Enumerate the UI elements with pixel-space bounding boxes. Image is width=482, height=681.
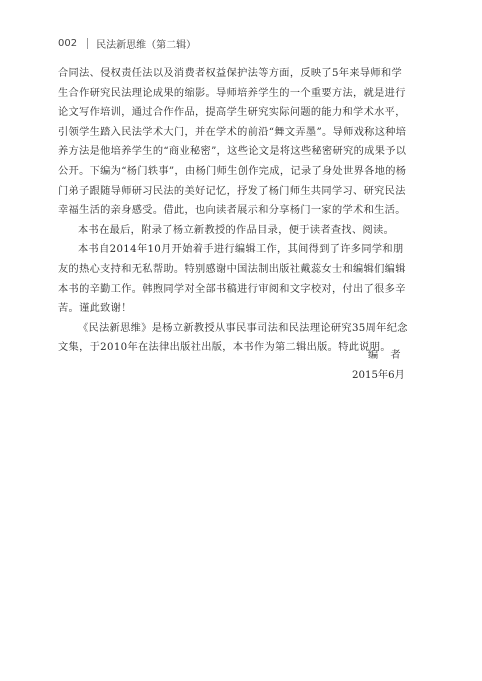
paragraph-line: 养方法是他培养学生的“商业秘密”，这些论文是将这些秘密研究的成果予以 bbox=[58, 146, 407, 158]
paragraph-line: 公开。下编为“杨门轶事”，由杨门师生创作完成，记录了身处世界各地的杨 bbox=[58, 165, 407, 177]
paragraph-line: 论文写作培训，通过合作作品，提高学生研究实际问题的能力和学术水平， bbox=[58, 107, 406, 119]
paragraph-line: 引领学生踏入民法学术大门，并在学术的前沿“舞文弄墨”。导师戏称这种培 bbox=[58, 126, 407, 138]
page-number: 002 bbox=[58, 38, 78, 49]
signature-name: 编 者 bbox=[368, 350, 402, 361]
book-title: 民法新思维（第二辑） bbox=[96, 40, 197, 51]
paragraph-line: 友的热心支持和无私帮助。特别感谢中国法制出版社戴蕊女士和编辑们编辑 bbox=[58, 263, 406, 275]
paragraph-line: 本书的辛勤工作。韩煦同学对全部书稿进行审阅和文字校对，付出了很多辛 bbox=[58, 283, 406, 295]
signature-date: 2015年6月 bbox=[352, 370, 405, 381]
running-header bbox=[58, 36, 196, 51]
paragraph-line: 合同法、侵权责任法以及消费者权益保护法等方面，反映了5年来导师和学 bbox=[58, 68, 403, 79]
paragraph-line: 《民法新思维》是杨立新教授从事民事司法和民法理论研究35周年纪念 bbox=[78, 322, 408, 334]
paragraph-line: 本书在最后，附录了杨立新教授的作品目录，便于读者查找、阅读。 bbox=[78, 224, 395, 236]
paragraph-line: 文集，于2010年在法律出版社出版，本书作为第二辑出版。特此说明。 bbox=[58, 342, 391, 354]
header-divider bbox=[87, 38, 88, 49]
paragraph-line: 苦。谨此致谢！ bbox=[58, 303, 132, 315]
paragraph-line: 本书自2014年10月开始着手进行编辑工作，其间得到了许多同学和朋 bbox=[78, 244, 404, 256]
paragraph-line: 幸福生活的亲身感受。借此，也向读者展示和分享杨门一家的学术和生活。 bbox=[58, 205, 406, 217]
body-text bbox=[58, 64, 424, 358]
paragraph-line: 生合作研究民法理论成果的缩影。导师培养学生的一个重要方法，就是进行 bbox=[58, 87, 406, 99]
paragraph-line: 门弟子跟随导师研习民法的美好记忆，抒发了杨门师生共同学习、研究民法 bbox=[58, 185, 406, 197]
